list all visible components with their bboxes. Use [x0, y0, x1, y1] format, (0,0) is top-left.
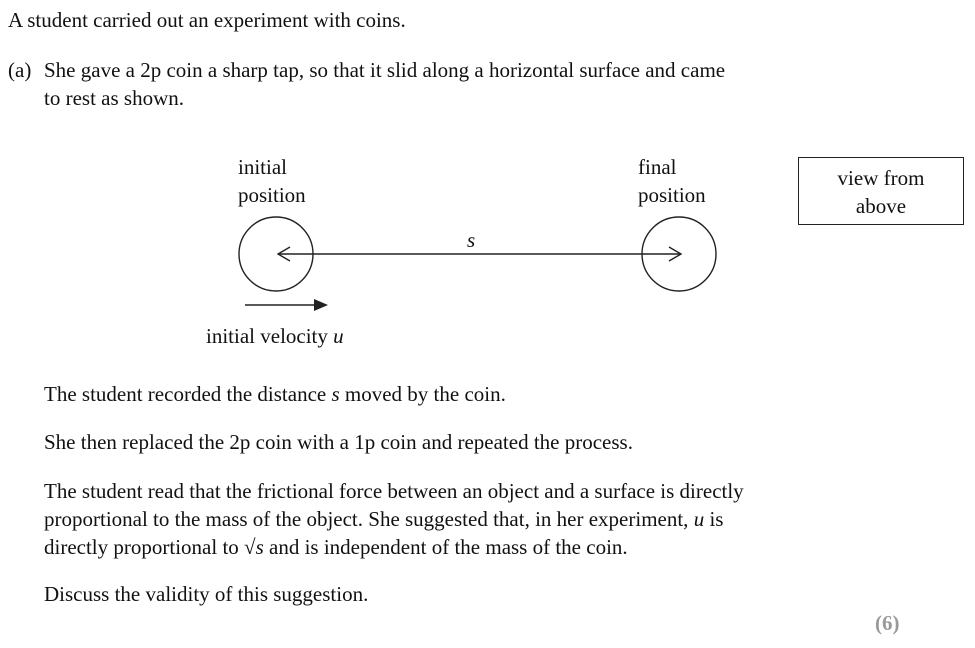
para1-symbol: s — [331, 382, 340, 406]
para3-line3-post: and is independent of the mass of the coin. — [263, 535, 628, 559]
initial-velocity-text: initial velocity — [206, 324, 334, 348]
initial-velocity-symbol: u — [333, 324, 344, 348]
para1-pre: The student recorded the distance — [44, 382, 332, 406]
intro-text: A student carried out an experiment with coins. — [8, 8, 406, 32]
part-a-label: (a) — [8, 58, 32, 82]
initial-position-label-2: position — [238, 183, 306, 207]
para3-line2-pre: proportional to the mass of the object. She suggested that, in her experiment, — [44, 507, 694, 531]
paragraph-suggestion-line-1: The student read that the frictional force between an object and a surface is directly — [44, 479, 744, 503]
initial-position-label-1: initial — [238, 155, 287, 179]
para3-line2-symbol: u — [693, 507, 705, 531]
para3-line3-symbol: s — [255, 535, 264, 559]
para3-line2-post: is — [704, 507, 724, 531]
view-from-above-line-1: view from — [837, 166, 925, 190]
part-a-line-1: She gave a 2p coin a sharp tap, so that it slid along a horizontal surface and came — [44, 58, 726, 82]
para1-post: moved by the coin. — [339, 382, 506, 406]
final-position-label-1: final — [638, 155, 677, 179]
final-position-label-2: position — [638, 183, 706, 207]
view-from-above-box — [798, 157, 964, 225]
velocity-arrowhead — [314, 299, 328, 311]
initial-velocity-label — [206, 322, 344, 350]
paragraph-replaced-coin: She then replaced the 2p coin with a 1p coin and repeated the process. — [44, 430, 633, 454]
view-from-above-line-2: above — [855, 194, 907, 218]
part-a-line-2: to rest as shown. — [44, 86, 184, 110]
paragraph-discuss-validity: Discuss the validity of this suggestion. — [44, 582, 369, 606]
paragraph-recorded-distance — [44, 380, 506, 408]
paragraph-suggestion-line-2 — [44, 505, 723, 533]
para3-line3-pre: directly proportional to √ — [44, 535, 256, 559]
paragraph-suggestion-line-3 — [44, 533, 628, 561]
distance-symbol-label: s — [467, 228, 476, 252]
marks-label: (6) — [875, 611, 900, 635]
